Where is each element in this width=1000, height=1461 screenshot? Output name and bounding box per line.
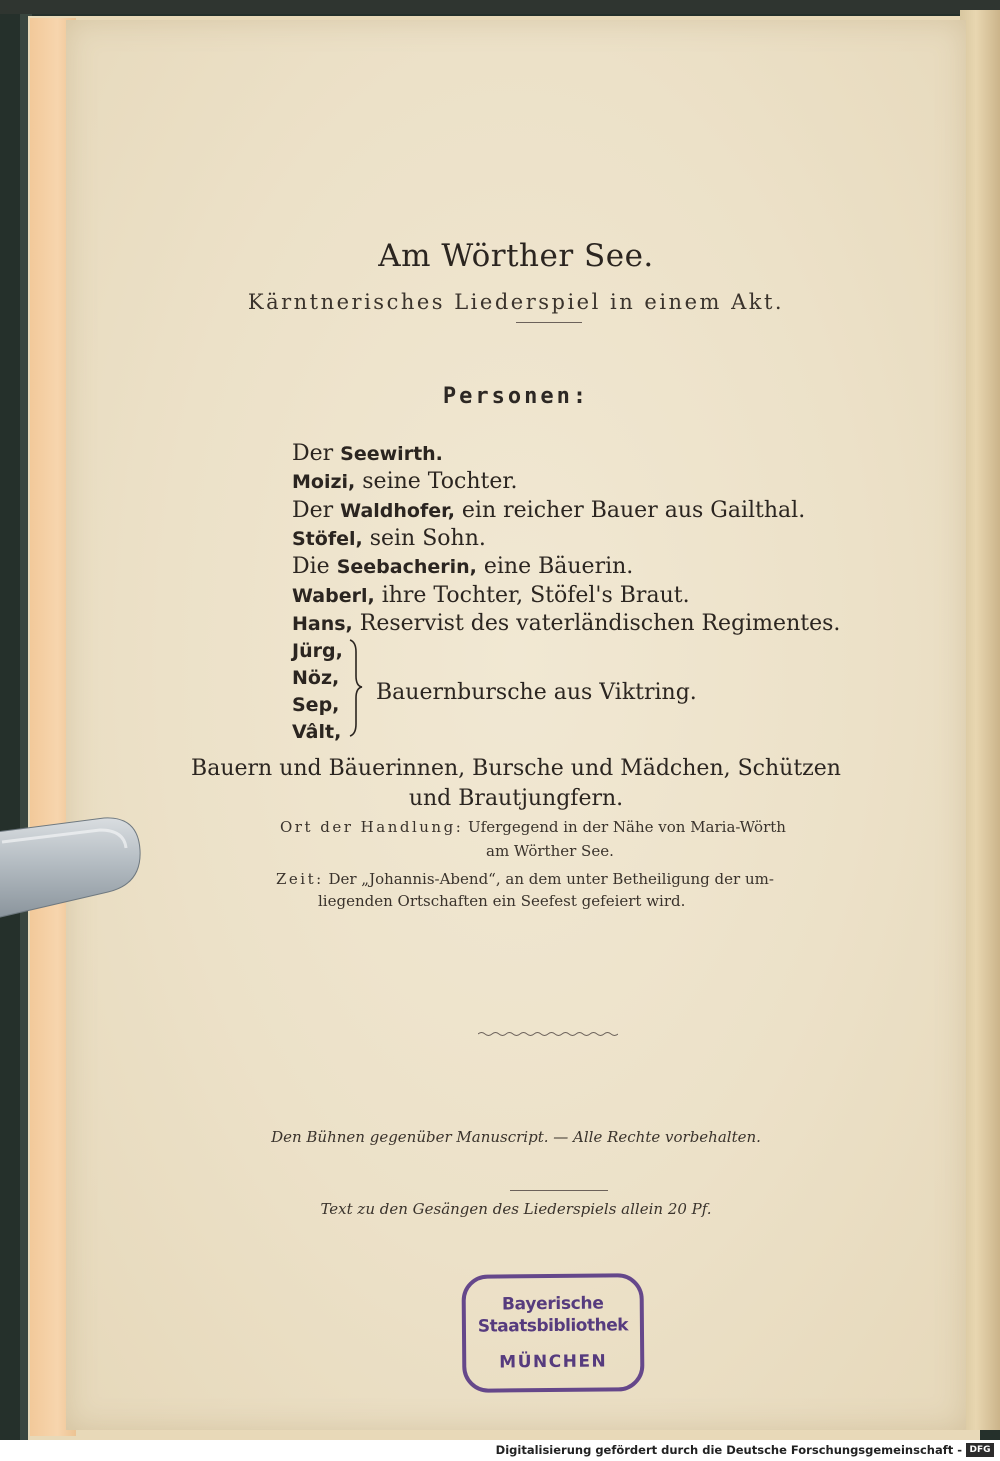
top-book-edge: [0, 0, 1000, 14]
page-clip-icon: [0, 814, 142, 922]
play-title: Am Wörther See.: [378, 238, 654, 274]
extras-line: und Brautjungfern.: [408, 786, 624, 811]
dfg-logo-icon: DFG: [966, 1443, 994, 1457]
library-stamp: [461, 1273, 644, 1393]
zeit-line: Zeit: Der „Johannis-Abend“, an dem unter Betheiligung der um-: [276, 870, 774, 888]
ort-label: Ort der Handlung:: [280, 818, 464, 836]
bauernbursche-name: Jürg,: [292, 640, 343, 662]
bauernbursche-description: Bauernbursche aus Viktring.: [376, 680, 697, 705]
footer-credit-bar: [0, 1440, 1000, 1461]
cast-name: Waldhofer,: [340, 500, 455, 522]
play-subtitle: Kärntnerisches Liederspiel in einem Akt.: [247, 290, 785, 314]
extras-line: Bauern und Bäuerinnen, Bursche und Mädchen, Schützen: [191, 756, 841, 781]
cast-name: Moizi,: [292, 471, 356, 493]
price-notice: Text zu den Gesängen des Liederspiels allein 20 Pf.: [320, 1200, 712, 1218]
cast-name: Hans,: [292, 613, 353, 635]
stamp-line: Bayerische: [501, 1293, 604, 1315]
bauernbursche-name: Nöz,: [292, 667, 340, 689]
cast-line: Die Seebacherin, eine Bäuerin.: [292, 554, 634, 579]
ornamental-divider: [478, 1030, 618, 1038]
personen-heading: Personen:: [442, 384, 590, 409]
cast-name: Waberl,: [292, 585, 375, 607]
cast-line: Stöfel, sein Sohn.: [292, 526, 486, 551]
ort-line-2: am Wörther See.: [486, 842, 614, 860]
price-divider: [510, 1190, 608, 1191]
title-divider: [516, 322, 582, 323]
rights-notice: Den Bühnen gegenüber Manuscript. — Alle Rechte vorbehalten.: [271, 1128, 761, 1146]
stamp-line: Staatsbibliothek: [477, 1315, 629, 1337]
bauernbursche-name: Vâlt,: [292, 721, 342, 743]
bauernbursche-name: Sep,: [292, 694, 340, 716]
zeit-label: Zeit:: [276, 870, 324, 888]
cast-line: Der Seewirth.: [292, 441, 443, 466]
cast-line: Hans, Reservist des vaterländischen Regimentes.: [292, 611, 841, 636]
book-page: [66, 20, 966, 1430]
cast-name: Stöfel,: [292, 528, 363, 550]
cast-name: Seewirth.: [340, 443, 443, 465]
curly-brace-icon: [344, 636, 364, 738]
cast-line: Moizi, seine Tochter.: [292, 469, 518, 494]
zeit-line-2: liegenden Ortschaften ein Seefest gefeiert wird.: [318, 892, 686, 910]
cast-line: Der Waldhofer, ein reicher Bauer aus Gailthal.: [292, 498, 806, 523]
extras-block: [66, 754, 966, 814]
ort-line: Ort der Handlung: Ufergegend in der Nähe von Maria-Wörth: [280, 818, 786, 836]
right-page-edges: [960, 10, 1000, 1430]
cast-name: Seebacherin,: [336, 556, 477, 578]
credit-text: Digitalisierung gefördert durch die Deutsche Forschungsgemeinschaft -: [495, 1443, 962, 1457]
cast-line: Waberl, ihre Tochter, Stöfel's Braut.: [292, 583, 690, 608]
stamp-line: MÜNCHEN: [499, 1351, 608, 1373]
